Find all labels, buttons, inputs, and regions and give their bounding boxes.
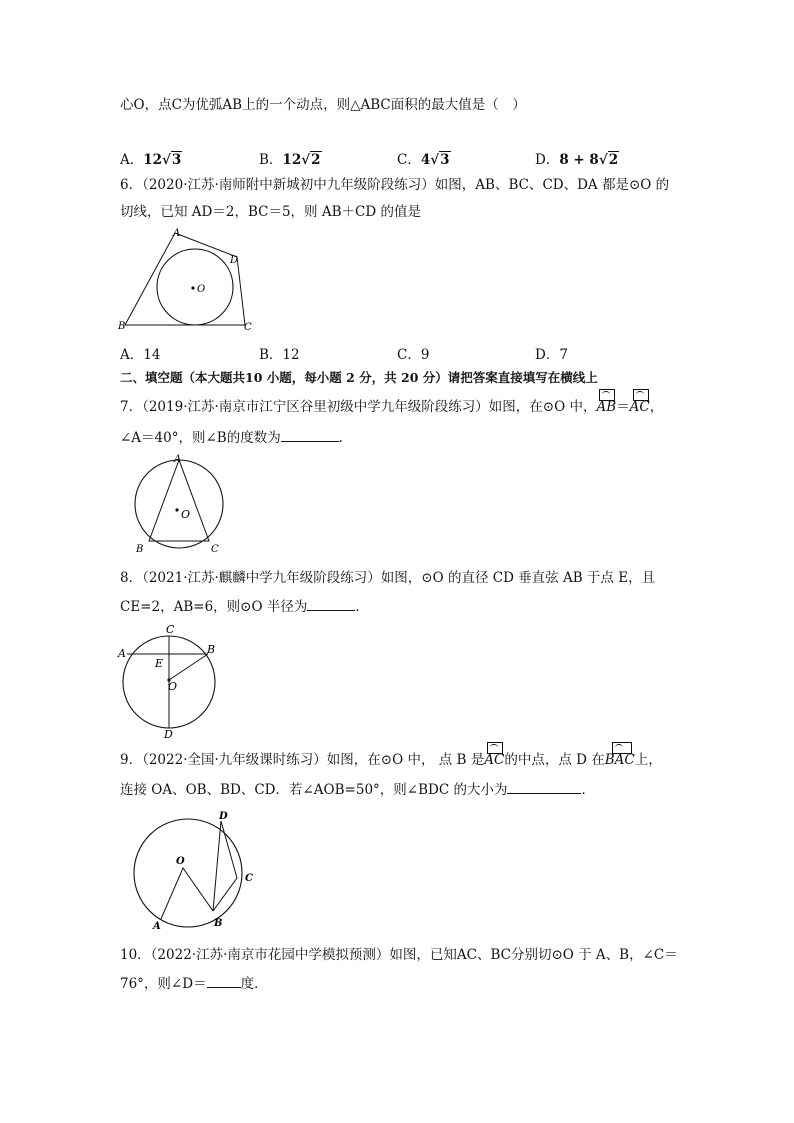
q6-figure [115, 225, 260, 339]
label-b: B [207, 643, 216, 656]
q5-stem-tail: 心O，点C为优弧AB上的一个动点，则△ABC面积的最大值是（ ） [120, 97, 526, 113]
q8-figure [115, 620, 225, 742]
label-o: O [197, 284, 206, 295]
q6-option-b[interactable]: B．12 [259, 347, 300, 363]
arc-icon [612, 742, 632, 754]
q5-option-a[interactable]: A．12√3 [120, 152, 182, 168]
q9-figure [125, 808, 265, 937]
q8-stem-line1: 8．（2021·江苏·麒麟中学九年级阶段练习）如图，⊙O 的直径 CD 垂直弦 AB 于点 E，且 [120, 570, 656, 586]
label-c: C [245, 873, 253, 884]
q10-stem-line1: 10．（2022·江苏·南京市花园中学模拟预测）如图，已知AC、BC分别切⊙O 于 A、B，∠C＝ [120, 947, 678, 963]
sqrt-symbol: √3 [162, 152, 182, 168]
q6-option-d[interactable]: D．7 [535, 347, 568, 363]
q5-option-c[interactable]: C．4√3 [397, 152, 450, 168]
q6-option-c[interactable]: C．9 [397, 347, 430, 363]
label-d: D [164, 728, 173, 738]
sqrt-symbol: √2 [301, 152, 321, 168]
label-o: O [168, 680, 178, 693]
arc-icon [599, 389, 615, 401]
q9-stem-line1: 9．（2022·全国·九年级课时练习）如图，在⊙O 中， 点 B 是 AC的中点，点 D 在 BAC上， [120, 750, 662, 770]
arc-icon [633, 389, 649, 401]
q7-figure [125, 452, 235, 560]
q10-stem-line2: 76°，则∠D＝ 度． [120, 973, 268, 994]
answer-blank[interactable] [507, 779, 581, 794]
sqrt-symbol: √3 [430, 152, 450, 168]
q9-stem-line2: 连接 OA、OB、BD、CD．若∠AOB=50°，则∠BDC 的大小为 ． [120, 779, 595, 800]
label-a: A [153, 921, 161, 932]
label-b: B [118, 321, 126, 332]
label-b: B [136, 544, 144, 555]
q6-stem-line1: 6．（2020·江苏·南师附中新城初中九年级阶段练习）如图，AB、BC、CD、DA 都是⊙O 的 [120, 177, 670, 193]
q5-option-b[interactable]: B．12√2 [259, 152, 321, 168]
sqrt-symbol: √2 [598, 152, 619, 168]
q8-stem-line2: CE=2，AB=6，则⊙O 半径为 ． [120, 596, 369, 617]
label-e: E [155, 657, 164, 670]
q6-stem-line2: 切线，已知 AD＝2，BC＝5，则 AB＋CD 的值是 [120, 204, 421, 220]
arc-icon [487, 742, 503, 754]
label-d: D [219, 811, 228, 822]
label-c: C [244, 322, 252, 333]
q5-option-d[interactable]: D．8 + 8√2 [535, 152, 619, 168]
section2-heading: 二、填空题（本大题共10 小题，每小题 2 分，共 20 分）请把答案直接填写在横线上 [120, 370, 598, 385]
q6-option-a[interactable]: A．14 [120, 347, 161, 363]
label-a: A [118, 647, 126, 660]
answer-blank[interactable] [281, 427, 339, 442]
label-a: A [173, 228, 181, 239]
label-c: C [166, 623, 175, 636]
label-b: B [214, 918, 223, 929]
label-c: C [211, 544, 219, 555]
answer-blank[interactable] [207, 973, 241, 988]
label-a: A [174, 454, 182, 465]
answer-blank[interactable] [307, 596, 355, 611]
label-d: D [230, 255, 239, 266]
label-o: O [176, 856, 185, 867]
q7-stem-line2: ∠A＝40°，则∠B的度数为 ． [120, 427, 352, 448]
label-o: O [181, 508, 191, 521]
q7-stem-line1: 7．（2019·江苏·南京市江宁区谷里初级中学九年级阶段练习）如图，在⊙O 中， AB＝ AC， [120, 397, 663, 417]
